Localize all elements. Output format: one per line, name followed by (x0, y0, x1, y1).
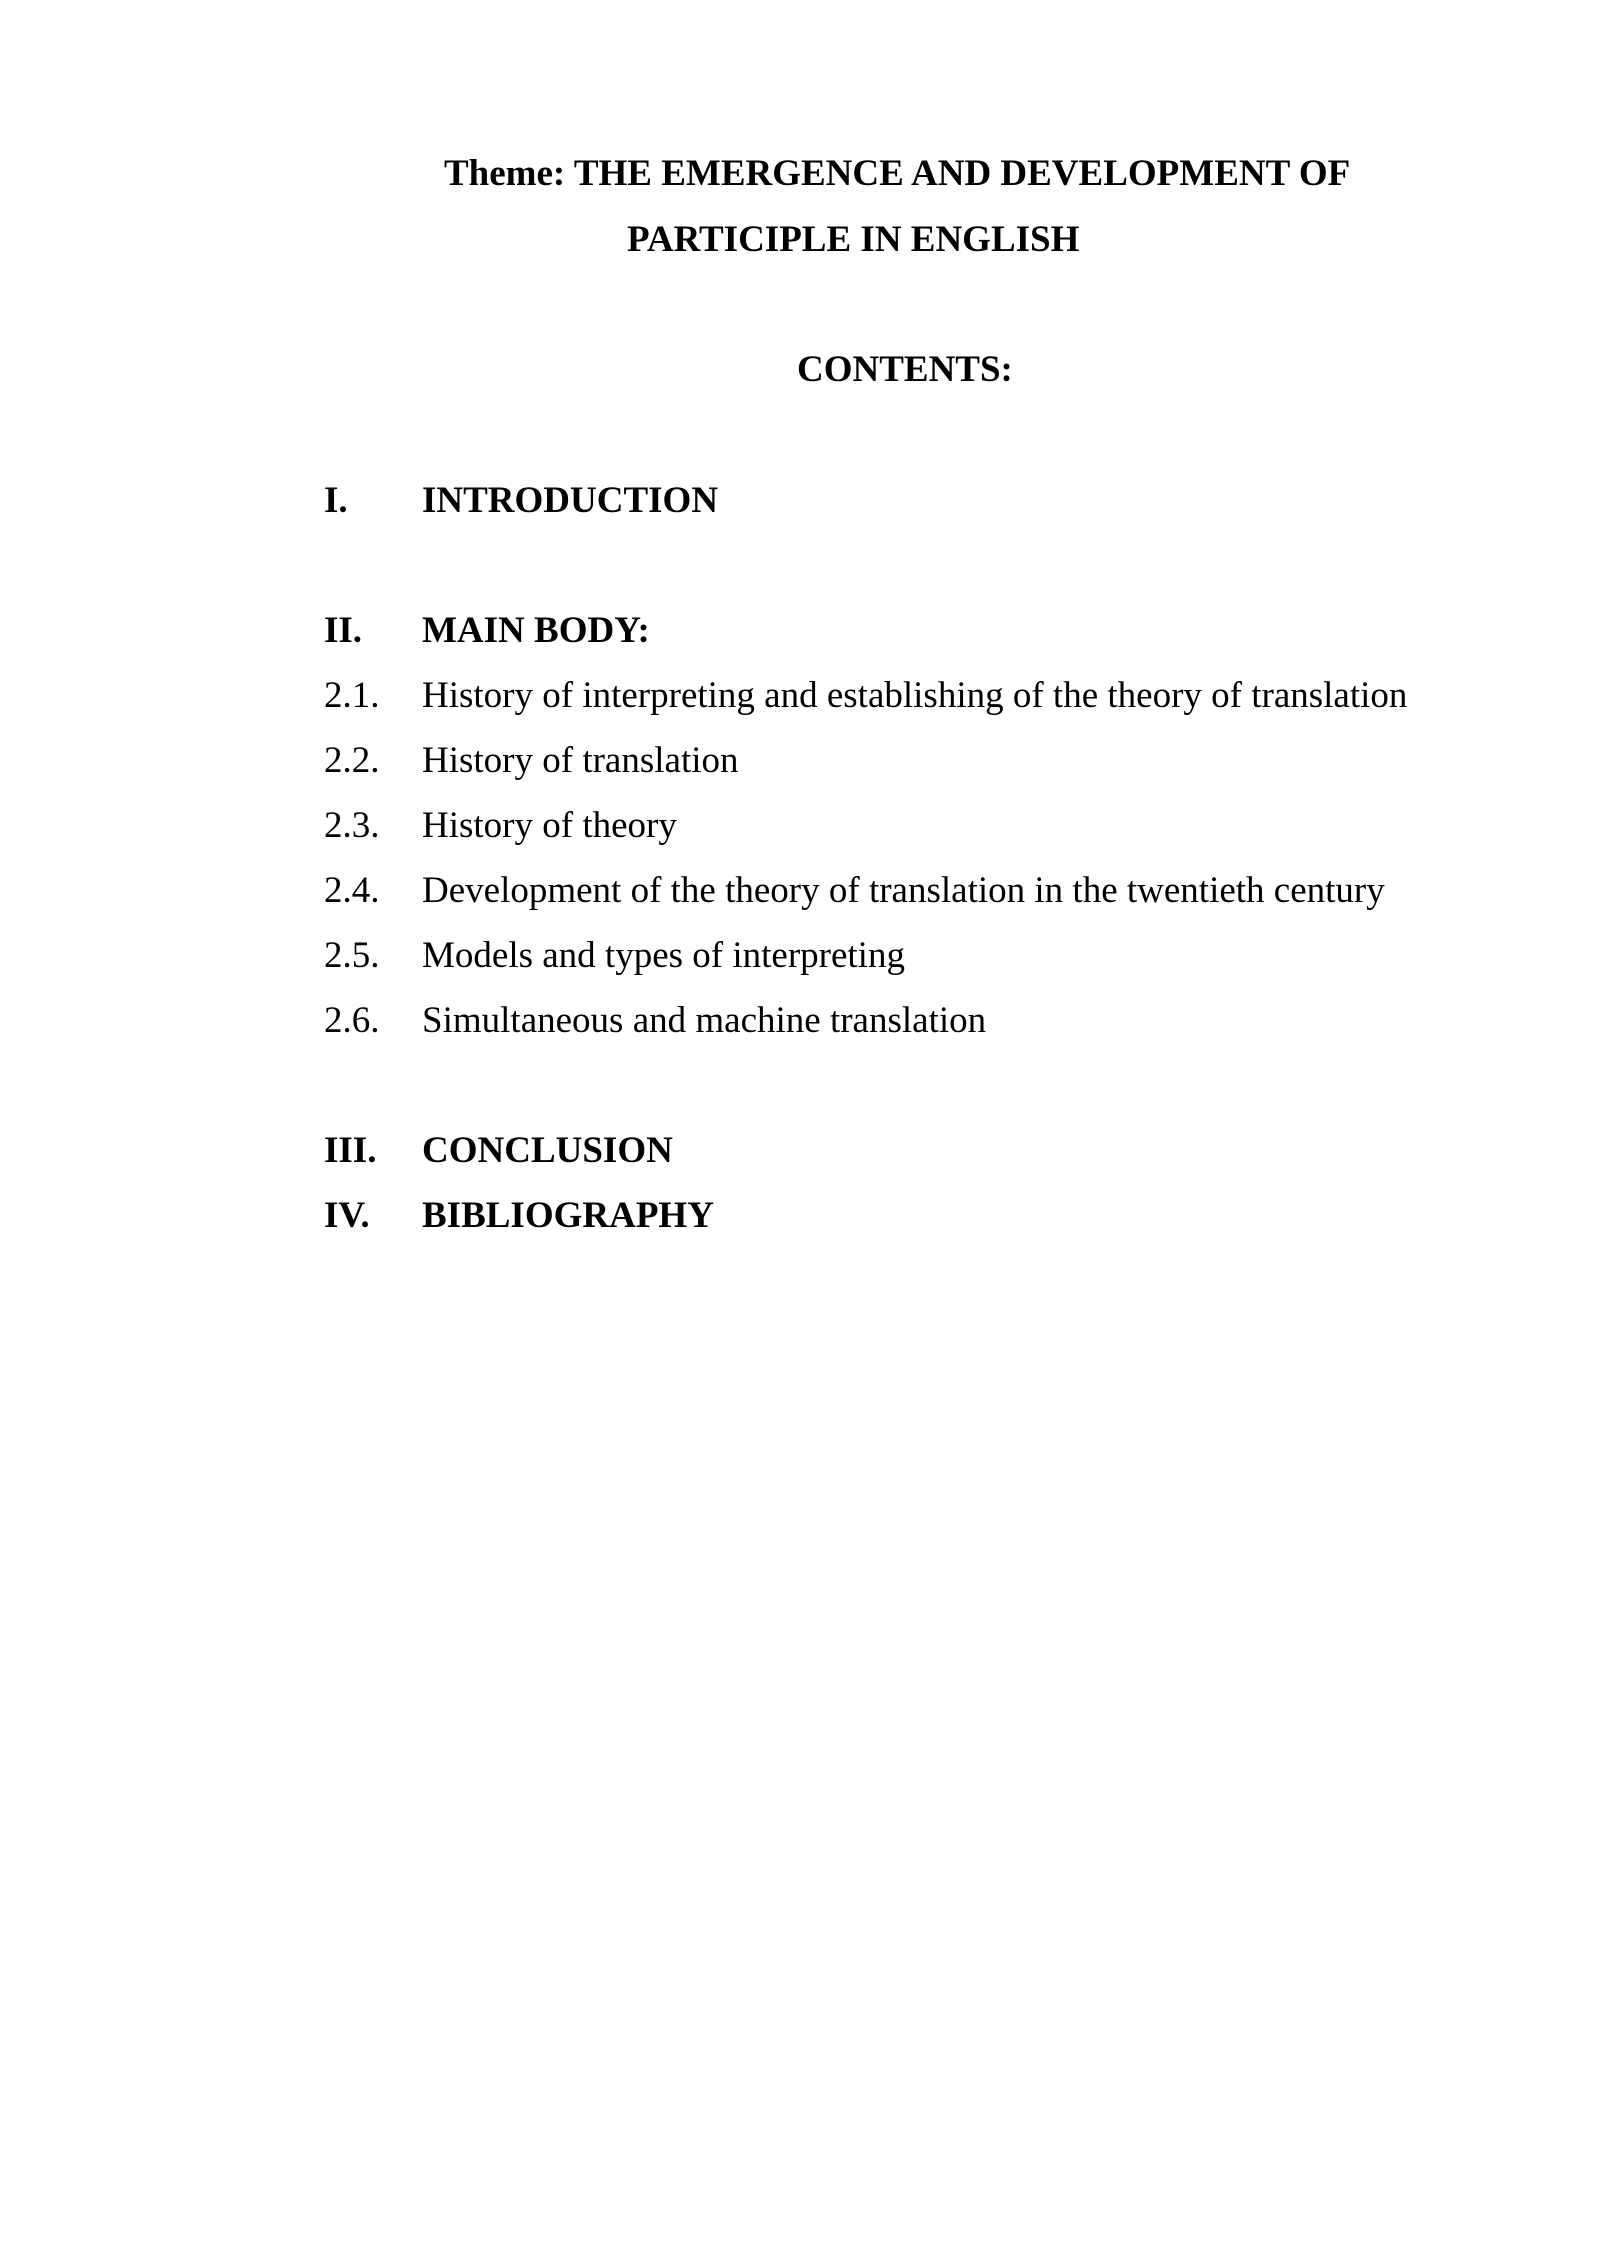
toc-number: II. (324, 610, 363, 651)
toc-label: Simultaneous and machine translation (422, 1000, 987, 1041)
toc-number: 2.4. (324, 870, 380, 911)
toc-number: 2.2. (324, 740, 380, 781)
toc-number: 2.5. (324, 935, 380, 976)
contents-heading: CONTENTS: (797, 349, 1013, 390)
toc-number: IV. (324, 1195, 370, 1236)
toc-label: INTRODUCTION (422, 480, 719, 521)
toc-number: 2.3. (324, 805, 380, 846)
toc-label: History of interpreting and establishing of the theory of translation (422, 675, 1408, 716)
toc-number: 2.6. (324, 1000, 380, 1041)
toc-label: History of theory (422, 805, 677, 846)
toc-label: CONCLUSION (422, 1130, 673, 1171)
theme-title-line-2: PARTICIPLE IN ENGLISH (627, 219, 1080, 260)
toc-label: Models and types of interpreting (422, 935, 905, 976)
toc-label: Development of the theory of translation in the twentieth century (422, 870, 1385, 911)
toc-number: I. (324, 480, 348, 521)
toc-number: III. (324, 1130, 377, 1171)
theme-title-line-1: Theme: THE EMERGENCE AND DEVELOPMENT OF (444, 153, 1351, 194)
toc-label: BIBLIOGRAPHY (422, 1195, 714, 1236)
toc-number: 2.1. (324, 675, 380, 716)
toc-label: History of translation (422, 740, 739, 781)
toc-label: MAIN BODY: (422, 610, 650, 651)
